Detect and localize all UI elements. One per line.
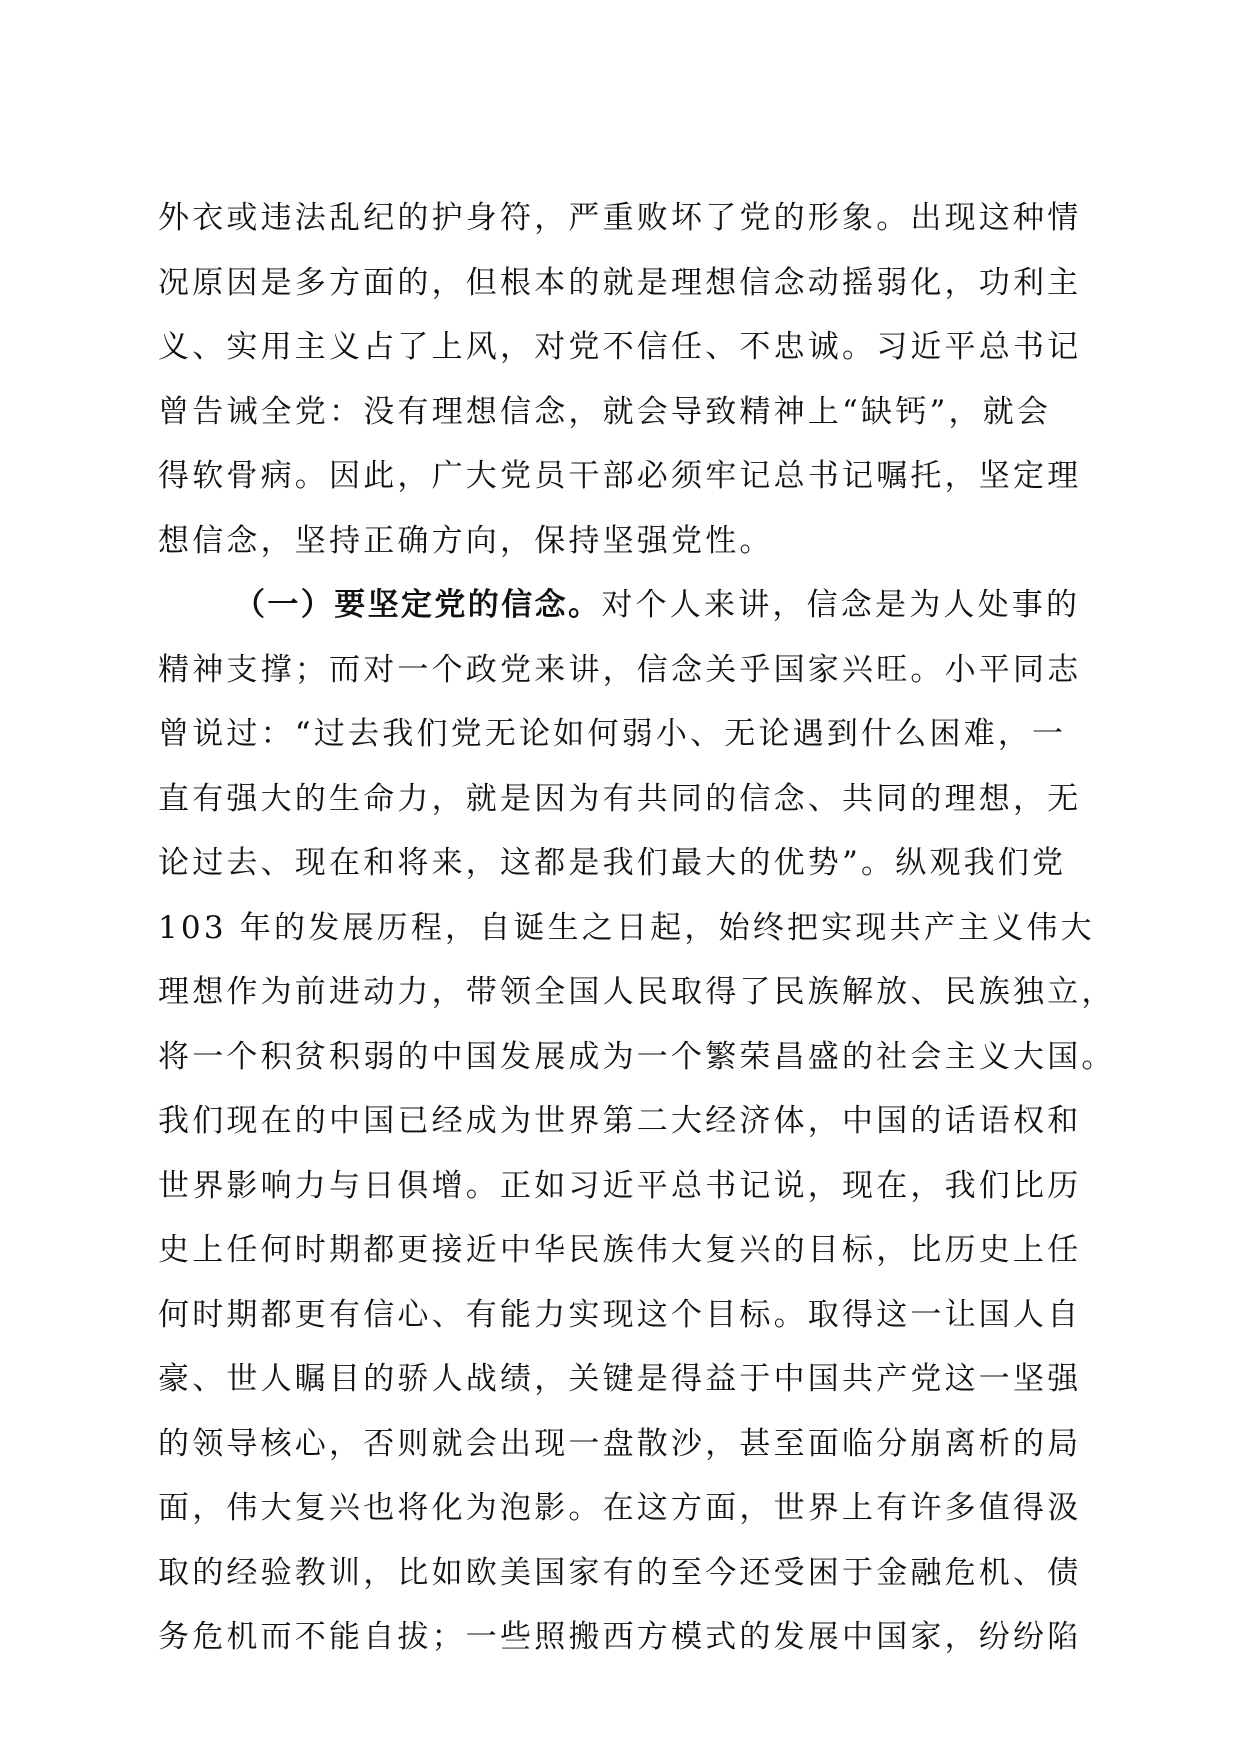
paragraph-line: 义、实用主义占了上风，对党不信任、不忠诚。习近平总书记 [158, 329, 1082, 365]
paragraph-line: 外衣或违法乱纪的护身符，严重败坏了党的形象。出现这种情 [158, 200, 1082, 236]
paragraph-line: 世界影响力与日俱增。正如习近平总书记说，现在，我们比历 [158, 1167, 1082, 1204]
paragraph-line: 面，伟大复兴也将化为泡影。在这方面，世界上有许多值得汲 [158, 1490, 1082, 1526]
paragraph-line: 我们现在的中国已经成为世界第二大经济体，中国的话语权和 [158, 1103, 1082, 1139]
paragraph-line: 曾告诫全党：没有理想信念，就会导致精神上“缺钙”，就会 [158, 393, 1052, 430]
paragraph-line: 想信念，坚持正确方向，保持坚强党性。 [158, 522, 774, 559]
paragraph-line: 何时期都更有信心、有能力实现这个目标。取得这一让国人自 [158, 1296, 1082, 1333]
paragraph-line: 务危机而不能自拔；一些照搬西方模式的发展中国家，纷纷陷 [158, 1619, 1082, 1655]
paragraph-line: 论过去、现在和将来，这都是我们最大的优势”。纵观我们党 [158, 845, 1067, 881]
paragraph-line: 得软骨病。因此，广大党员干部必须牢记总书记嘱托，坚定理 [158, 458, 1082, 494]
paragraph-line: 理想作为前进动力，带领全国人民取得了民族解放、民族独立， [158, 974, 1116, 1010]
paragraph-line: 直有强大的生命力，就是因为有共同的信念、共同的理想，无 [158, 780, 1082, 817]
section-first-line [158, 573, 1088, 638]
paragraph-line: 史上任何时期都更接近中华民族伟大复兴的目标，比历史上任 [158, 1232, 1082, 1268]
paragraph-line: 取的经验教训，比如欧美国家有的至今还受困于金融危机、债 [158, 1554, 1082, 1591]
paragraph-line: 将一个积贫积弱的中国发展成为一个繁荣昌盛的社会主义大国。 [158, 1038, 1116, 1075]
section-heading: （一）要坚定党的信念。 [234, 587, 602, 623]
paragraph-line: 况原因是多方面的，但根本的就是理想信念动摇弱化，功利主 [158, 264, 1082, 301]
section-first-line-text: 对个人来讲，信念是为人处事的 [601, 587, 1081, 623]
body-text [158, 186, 1116, 1670]
paragraph-line: 103 年的发展历程，自诞生之日起，始终把实现共产主义伟大 [158, 909, 1095, 946]
paragraph-line: 曾说过：“过去我们党无论如何弱小、无论遇到什么困难，一 [158, 716, 1067, 752]
paragraph-line: 精神支撑；而对一个政党来讲，信念关乎国家兴旺。小平同志 [158, 651, 1082, 688]
paragraph-line: 的领导核心，否则就会出现一盘散沙，甚至面临分崩离析的局 [158, 1425, 1082, 1462]
paragraph-line: 豪、世人瞩目的骄人战绩，关键是得益于中国共产党这一坚强 [158, 1361, 1082, 1397]
